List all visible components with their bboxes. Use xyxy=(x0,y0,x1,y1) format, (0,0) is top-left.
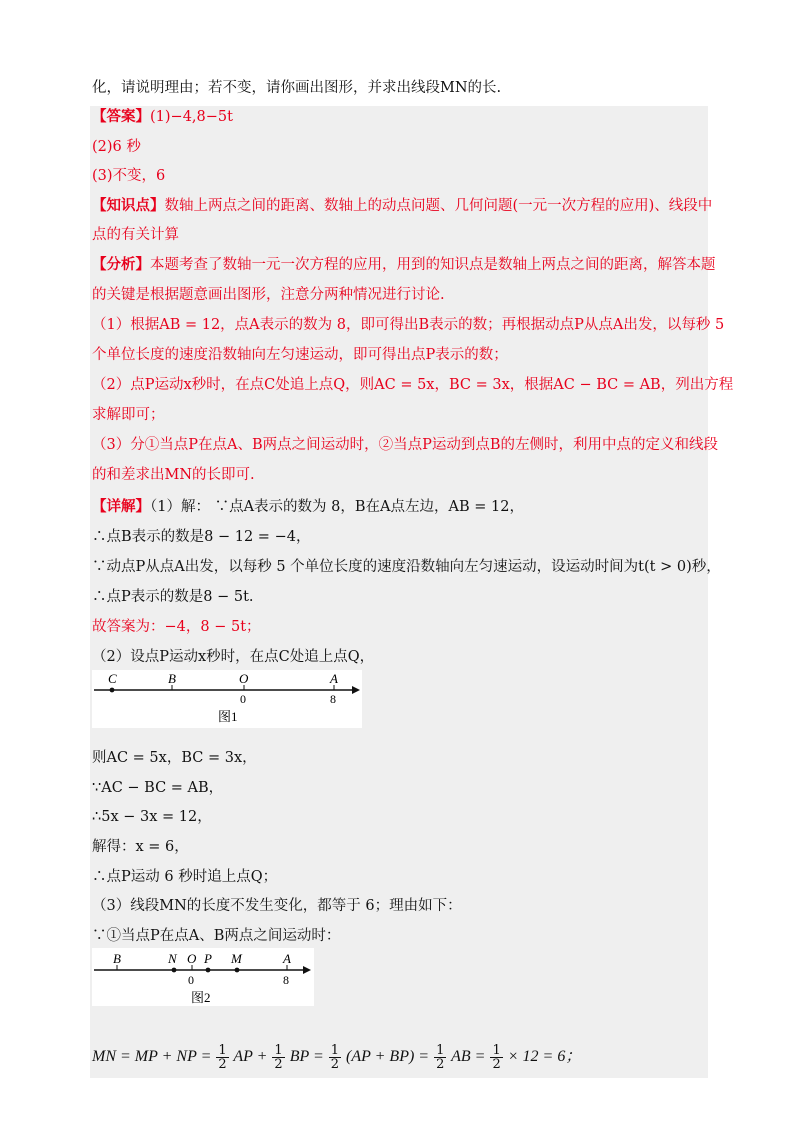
detail-line-11: ∴点P运动 6 秒时追上点Q； xyxy=(92,869,278,885)
fraction-num: 1 xyxy=(436,1042,445,1058)
analysis-p2-line-1: （2）点P运动x秒时，在点C处追上点Q，则AC = 5x，BC = 3x，根据AC − BC = AB，列出方程 xyxy=(92,377,734,393)
knowledge-text-1: 数轴上两点之间的距离、数轴上的动点问题、几何问题(一元一次方程的应用)、线段中 xyxy=(164,198,713,214)
tick-8-label: 8 xyxy=(283,973,289,987)
tick-0-label: 0 xyxy=(240,692,246,706)
detail-line-3: ∵动点P从点A出发，以每秒 5 个单位长度的速度沿数轴向左匀速运动，设运动时间为t(t > 0)秒， xyxy=(92,559,721,575)
eq-ab: AB = xyxy=(447,1048,490,1065)
detail-line-6: （2）设点P运动x秒时，在点C处追上点Q， xyxy=(92,649,375,665)
analysis-p2-line-2: 求解即可； xyxy=(92,407,165,423)
knowledge-label: 【知识点】 xyxy=(92,197,165,214)
knowledge-line-1 xyxy=(92,196,712,216)
detail-line-5: 故答案为：−4，8 − 5t； xyxy=(92,619,261,635)
point-b-label: B xyxy=(113,951,121,966)
detail-text-1: （1）解： ∵点A表示的数为 8，B在A点左边，AB = 12， xyxy=(150,499,524,515)
fraction xyxy=(329,1044,341,1071)
eq-left: MN = MP + NP = xyxy=(92,1048,216,1065)
point-m-dot xyxy=(235,968,240,973)
fraction-den: 2 xyxy=(274,1056,283,1072)
answer-line-1 xyxy=(92,107,233,127)
point-n-label: N xyxy=(168,951,177,966)
point-c-dot xyxy=(110,688,115,693)
analysis-p1-line-2: 个单位长度的速度沿数轴向左匀速运动，即可得出点P表示的数； xyxy=(92,347,508,363)
point-p-dot xyxy=(206,968,211,973)
point-c-label: C xyxy=(108,671,117,686)
question-tail: 化，请说明理由；若不变，请你画出图形，并求出线段MN的长. xyxy=(92,80,502,96)
fraction-den: 2 xyxy=(330,1056,340,1072)
analysis-label: 【分析】 xyxy=(92,256,150,273)
fraction-den: 2 xyxy=(492,1056,501,1072)
point-n-dot xyxy=(172,968,177,973)
analysis-text-1: 本题考查了数轴一元一次方程的应用，用到的知识点是数轴上两点之间的距离，解答本题 xyxy=(150,257,716,273)
fraction-num: 1 xyxy=(274,1042,283,1058)
fraction xyxy=(272,1044,284,1071)
fraction-num: 1 xyxy=(218,1042,227,1058)
eq-ap: AP + xyxy=(229,1048,272,1065)
number-line-figure-2 xyxy=(92,948,314,1006)
fraction-num: 1 xyxy=(330,1042,340,1058)
number-line-figure-1 xyxy=(92,670,362,728)
detail-line-8: ∵AC − BC = AB， xyxy=(92,780,224,796)
analysis-p3-line-2: 的和差求出MN的长即可. xyxy=(92,467,255,483)
answer-3: (3)不变，6 xyxy=(92,168,166,184)
detail-label: 【详解】 xyxy=(92,498,150,515)
point-o-label: O xyxy=(239,671,249,686)
eq-bp: BP = xyxy=(285,1048,328,1065)
answer-1: (1)−4,8−5t xyxy=(150,109,233,125)
fraction-den: 2 xyxy=(436,1056,445,1072)
fraction xyxy=(490,1044,502,1071)
point-b-label: B xyxy=(168,671,176,686)
point-a-label: A xyxy=(283,951,291,966)
point-m-label: M xyxy=(231,951,242,966)
figure-2-caption: 图2 xyxy=(191,990,211,1005)
detail-line-12: （3）线段MN的长度不发生变化，都等于 6；理由如下： xyxy=(92,898,462,914)
detail-line-7: 则AC = 5x，BC = 3x， xyxy=(92,750,257,766)
answer-label: 【答案】 xyxy=(92,108,150,125)
point-o-label: O xyxy=(187,951,197,966)
analysis-line-1 xyxy=(92,255,716,275)
fraction-den: 2 xyxy=(218,1056,227,1072)
detail-line-13: ∵①当点P在点A、B两点之间运动时： xyxy=(92,928,341,944)
detail-line-1 xyxy=(92,497,524,517)
detail-line-10: 解得：x = 6， xyxy=(92,839,189,855)
detail-line-9: ∴5x − 3x = 12， xyxy=(92,809,212,825)
analysis-line-2: 的关键是根据题意画出图形，注意分两种情况进行讨论. xyxy=(92,287,445,303)
point-a-label: A xyxy=(330,671,338,686)
eq-end: × 12 = 6； xyxy=(503,1048,582,1065)
tick-8-label: 8 xyxy=(330,692,336,706)
fraction xyxy=(216,1044,228,1071)
analysis-p1-line-1: （1）根据AB = 12，点A表示的数为 8，即可得出B表示的数；再根据动点P从点A出发，以每秒 5 xyxy=(92,317,725,333)
fraction xyxy=(434,1044,446,1071)
figure-1-caption: 图1 xyxy=(218,709,238,724)
answer-2: (2)6 秒 xyxy=(92,139,141,155)
tick-0-label: 0 xyxy=(188,973,194,987)
eq-paren: (AP + BP) = xyxy=(342,1048,434,1065)
mn-equation xyxy=(92,1043,581,1071)
knowledge-line-2: 点的有关计算 xyxy=(92,227,179,243)
detail-line-2: ∴点B表示的数是8 − 12 = −4， xyxy=(92,529,311,545)
detail-line-4: ∴点P表示的数是8 − 5t. xyxy=(92,589,254,605)
fraction-num: 1 xyxy=(492,1042,501,1058)
point-p-label: P xyxy=(204,951,212,966)
analysis-p3-line-1: （3）分①当点P在点A、B两点之间运动时，②当点P运动到点B的左侧时，利用中点的定义和线段 xyxy=(92,437,719,453)
